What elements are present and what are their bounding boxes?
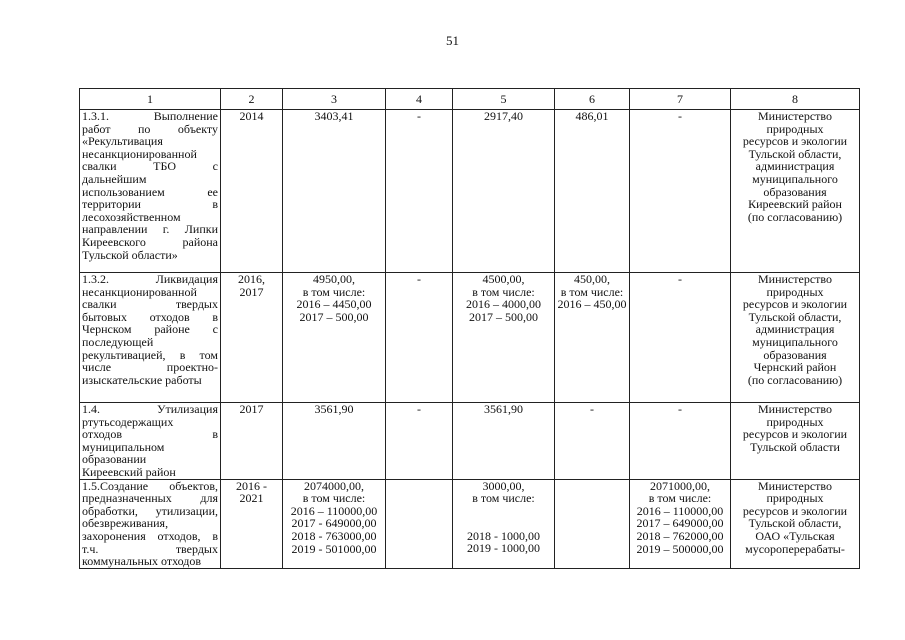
cell-6 [555, 110, 630, 273]
cell-5 [453, 110, 555, 273]
cell-line: Тульской области, [748, 309, 842, 324]
cell-line: 2018 - 1000,00 [467, 528, 540, 543]
cell-7 [630, 110, 731, 273]
cell-line: образования [763, 347, 827, 362]
cell-line: Тульской области» [82, 247, 178, 262]
cell-3 [283, 110, 386, 273]
cell-line: использованием ее [82, 184, 218, 199]
cell-line: 2016 – 450,00 [557, 297, 627, 312]
cell-2 [221, 110, 283, 273]
cell-2 [221, 273, 283, 403]
cell-5 [453, 273, 555, 403]
cell-line: 2016 – 110000,00 [290, 503, 378, 518]
cell-8 [731, 479, 860, 568]
header-col-1: 1 [80, 89, 221, 110]
cell-line: 2017 – 649000,00 [636, 516, 724, 531]
cell-4 [386, 403, 453, 480]
cell-line: 4500,00, [482, 272, 525, 286]
cell-4 [386, 110, 453, 273]
cell-line: 2019 - 1000,00 [467, 541, 540, 556]
cell-line: 3000,00, [482, 479, 525, 493]
cell-line: в том числе: [302, 284, 366, 299]
header-col-4: 4 [386, 89, 453, 110]
cell-line: последующей [82, 334, 154, 349]
header-col-7: 7 [630, 89, 731, 110]
cell-line: Министерство [758, 109, 832, 123]
cell-line: ресурсов и экологии [742, 503, 848, 518]
measures-table [79, 88, 860, 569]
cell-2 [221, 403, 283, 480]
cell-line: мусороперерабаты- [745, 541, 845, 556]
cell-line: 2018 – 762000,00 [636, 528, 724, 543]
cell-line: природных [766, 414, 824, 429]
cell-line: 1.3.2. Ликвидация [82, 272, 218, 286]
cell-spacer [455, 505, 552, 530]
header-col-8: 8 [731, 89, 860, 110]
cell-line: 1.4. Утилизация [82, 402, 218, 416]
cell-line: несанкционированной [82, 284, 197, 299]
cell-line: ресурсов и экологии [742, 134, 848, 149]
cell-line: направлении г. Липки [82, 222, 218, 237]
cell-line: 4950,00, [313, 272, 355, 286]
cell-7 [630, 403, 731, 480]
cell-line: 1.3.1. Выполнение [82, 109, 218, 123]
cell-5 [453, 403, 555, 480]
cell-line: ресурсов и экологии [742, 297, 848, 312]
cell-line: свалки ТБО с [82, 159, 218, 174]
cell-3 [283, 273, 386, 403]
cell-line: природных [766, 284, 824, 299]
cell-line: Киреевского района [82, 234, 218, 249]
cell-line: обработки, утилизации, [82, 503, 218, 518]
cell-line: администрация [755, 159, 835, 174]
cell-line: 2074000,00, [304, 479, 364, 493]
cell-4 [386, 479, 453, 568]
cell-line: природных [766, 121, 824, 136]
cell-line: Тульской области, [748, 146, 842, 161]
cell-line: числе проектно- [82, 360, 218, 375]
cell-5 [453, 479, 555, 568]
cell-line: работ по объекту [82, 121, 218, 136]
cell-line: образования [763, 184, 827, 199]
cell-line: 2014 [239, 109, 264, 123]
cell-line: 2016, [238, 272, 265, 286]
cell-line: муниципального [752, 334, 838, 349]
cell-7 [630, 273, 731, 403]
cell-line: природных [766, 491, 824, 506]
cell-line: - [678, 272, 682, 286]
cell-line: дальнейшим [82, 171, 147, 186]
row-1-3-2 [80, 273, 860, 403]
header-row [80, 89, 860, 110]
cell-line: муниципальном [82, 439, 165, 454]
cell-line: бытовых отходов в [82, 309, 218, 324]
cell-line: в том числе: [472, 491, 535, 506]
cell-line: рекультивацией, в том [82, 347, 218, 362]
cell-line: т.ч. твердых [82, 541, 218, 556]
cell-line: 2016 - [236, 479, 267, 493]
cell-line: 2017 - 649000,00 [291, 516, 377, 531]
cell-line: - [417, 109, 421, 123]
cell-6 [555, 273, 630, 403]
cell-line: «Рекультивация [82, 134, 163, 149]
cell-line: 2017 [239, 284, 264, 299]
cell-line: в том числе: [472, 284, 535, 299]
row-1-4 [80, 403, 860, 480]
cell-line: муниципального [752, 171, 838, 186]
cell-line: 2917,40 [484, 109, 523, 123]
cell-line: ртутьсодержащих [82, 414, 174, 429]
cell-line: ресурсов и экологии [742, 427, 848, 442]
cell-line: Министерство [758, 272, 832, 286]
cell-line: 2021 [239, 491, 264, 506]
cell-line: 3561,90 [484, 402, 523, 416]
cell-line: 3561,90 [314, 402, 354, 416]
cell-line: предназначенных для [82, 491, 218, 506]
cell-line: 2019 - 501000,00 [291, 541, 377, 556]
cell-line: 2018 - 763000,00 [291, 528, 377, 543]
cell-2 [221, 479, 283, 568]
cell-line: - [678, 402, 682, 416]
cell-line: 2016 – 4000,00 [466, 297, 541, 312]
cell-line: ОАО «Тульская [755, 528, 835, 543]
cell-line: Тульской области [750, 439, 840, 454]
cell-line: 2019 – 500000,00 [636, 541, 724, 556]
cell-1 [80, 479, 221, 568]
cell-3 [283, 479, 386, 568]
cell-line: администрация [755, 322, 835, 337]
cell-line: - [417, 272, 421, 286]
cell-8 [731, 273, 860, 403]
cell-1 [80, 273, 221, 403]
header-col-2: 2 [221, 89, 283, 110]
cell-8 [731, 403, 860, 480]
cell-line: Министерство [758, 402, 832, 416]
cell-line: в том числе: [302, 491, 366, 506]
cell-line: (по согласованию) [747, 372, 843, 387]
cell-line: 2071000,00, [650, 479, 710, 493]
cell-line: - [590, 402, 594, 416]
cell-line: Тульской области, [748, 516, 842, 531]
cell-3 [283, 403, 386, 480]
cell-line: 2016 – 110000,00 [636, 503, 724, 518]
cell-line: в том числе: [560, 284, 624, 299]
cell-1 [80, 110, 221, 273]
cell-line: (по согласованию) [747, 209, 843, 224]
cell-line: - [678, 109, 682, 123]
cell-8 [731, 110, 860, 273]
header-col-3: 3 [283, 89, 386, 110]
cell-7 [630, 479, 731, 568]
cell-line: 1.5.Создание объектов, [82, 479, 218, 493]
cell-line: территории в [82, 197, 218, 212]
cell-line: 2016 – 4450,00 [296, 297, 372, 312]
cell-line: обезвреживания, [82, 516, 169, 531]
header-col-6: 6 [555, 89, 630, 110]
cell-6 [555, 479, 630, 568]
cell-line: Киреевский район [82, 464, 176, 479]
cell-6 [555, 403, 630, 480]
page-number: 51 [446, 33, 459, 48]
cell-line: коммунальных отходов [82, 554, 202, 569]
cell-line: изыскательские работы [82, 372, 202, 387]
cell-line: 2017 – 500,00 [469, 309, 538, 324]
cell-line: лесохозяйственном [82, 209, 181, 224]
row-1-3-1 [80, 110, 860, 273]
cell-line: свалки твердых [82, 297, 218, 312]
cell-line: 3403,41 [314, 109, 354, 123]
cell-line: образовании [82, 452, 147, 467]
cell-1 [80, 403, 221, 480]
cell-line: 2017 – 500,00 [299, 309, 369, 324]
cell-line: несанкционированной [82, 146, 197, 161]
cell-line: Киреевский район [748, 197, 842, 212]
cell-line: 486,01 [575, 109, 609, 123]
cell-line: - [417, 402, 421, 416]
row-1-5 [80, 479, 860, 568]
cell-4 [386, 273, 453, 403]
cell-line: Чернском районе с [82, 322, 218, 337]
header-col-5: 5 [453, 89, 555, 110]
cell-line: 450,00, [574, 272, 610, 286]
cell-line: в том числе: [648, 491, 712, 506]
cell-line: 2017 [239, 402, 264, 416]
cell-line: Министерство [758, 479, 832, 493]
cell-line: отходов в [82, 427, 218, 442]
cell-line: Чернский район [753, 360, 837, 375]
cell-line: захоронения отходов, в [82, 528, 218, 543]
